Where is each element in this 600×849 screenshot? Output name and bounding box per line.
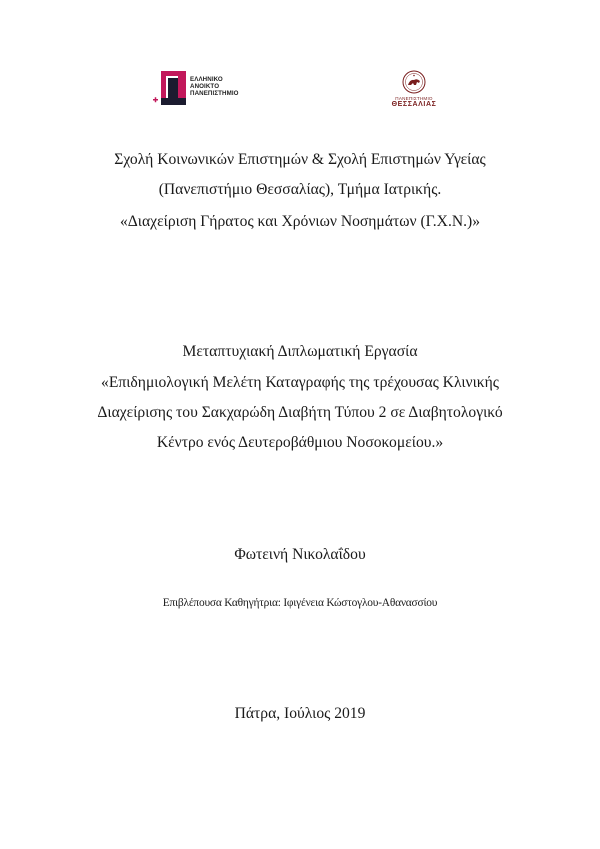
supervisor-line: Επιβλέπουσα Καθηγήτρια: Ιφιγένεια Κώστογλου-Αθανασσίου xyxy=(162,597,438,609)
school-line: Σχολή Κοινωνικών Επιστημών & Σχολή Επιστημών Υγείας xyxy=(114,151,486,168)
place-date: Πάτρα, Ιούλιος 2019 xyxy=(234,705,366,722)
university-of-thessaly-logo xyxy=(376,68,452,110)
eap-line-3: ΠΑΝΕΠΙΣΤΗΜΙΟ xyxy=(190,90,239,98)
eap-emblem-icon xyxy=(152,70,188,108)
hellenic-open-university-logo xyxy=(152,70,252,110)
eap-logo-text xyxy=(190,76,239,98)
department-line: (Πανεπιστήμιο Θεσσαλίας), Τμήμα Ιατρικής. xyxy=(158,181,442,198)
thesis-type: Μεταπτυχιακή Διπλωματική Εργασία xyxy=(182,343,418,360)
uth-line-1: ΠΑΝΕΠΙΣΤΗΜΙΟ xyxy=(395,96,433,101)
thesis-title-line-2: Διαχείρισης του Σακχαρώδη Διαβήτη Τύπου 2 σε Διαβητολογικό xyxy=(97,404,503,421)
eap-line-1: ΕΛΛΗΝΙΚΟ xyxy=(190,76,223,83)
thessaly-seal-icon xyxy=(402,70,426,94)
author-name: Φωτεινή Νικολαΐδου xyxy=(234,546,366,563)
thesis-title-line-3: Κέντρο ενός Δευτεροβάθμιου Νοσοκομείου.» xyxy=(156,434,444,451)
program-line: «Διαχείριση Γήρατος και Χρόνιων Νοσημάτων (Γ.Χ.Ν.)» xyxy=(119,213,480,230)
uth-logo-text xyxy=(376,96,452,109)
uth-line-2: ΘΕΣΣΑΛΙΑΣ xyxy=(391,101,437,108)
eap-line-2: ΑΝΟΙΚΤΟ xyxy=(190,83,220,91)
thesis-title-line-1: «Επιδημιολογική Μελέτη Καταγραφής της τρέχουσας Κλινικής xyxy=(101,374,499,391)
